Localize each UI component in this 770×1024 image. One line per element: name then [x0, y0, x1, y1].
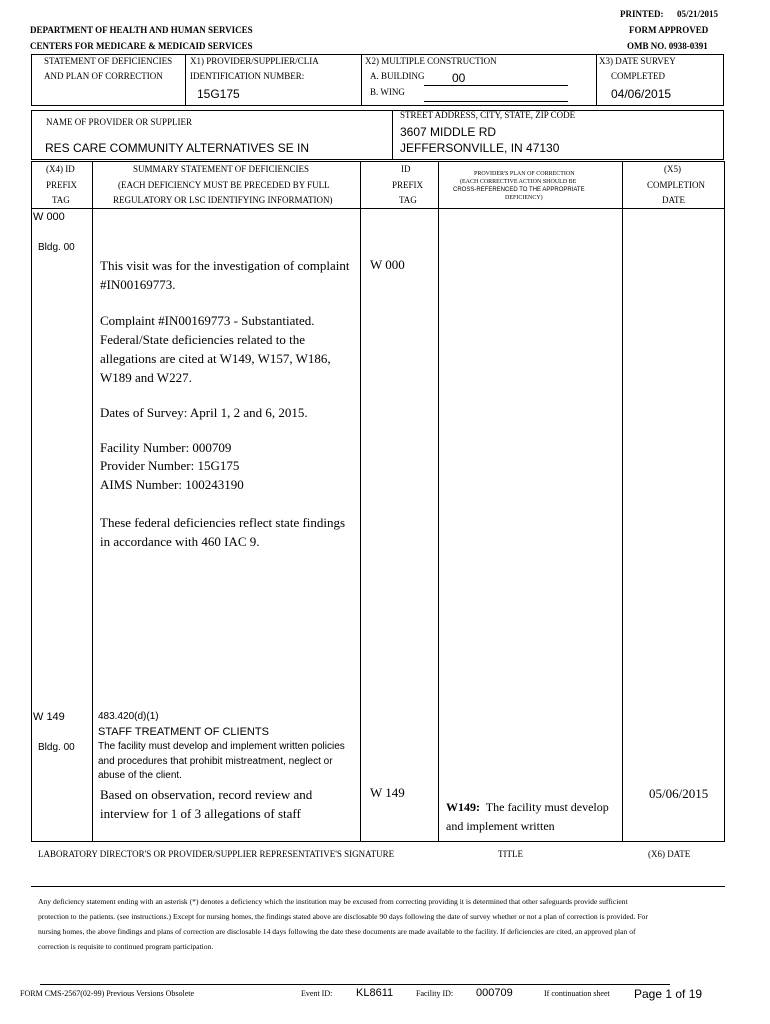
event-id-label: Event ID: [301, 989, 333, 998]
table-header-divider [31, 208, 725, 209]
w149-title: STAFF TREATMENT OF CLIENTS [98, 726, 269, 738]
building-underline [424, 85, 568, 86]
id-tag-w000: W 000 [370, 257, 405, 272]
wing-underline [424, 101, 568, 102]
centers-name: CENTERS FOR MEDICARE & MEDICAID SERVICES [30, 41, 253, 51]
id-tag-w149: W 149 [370, 785, 405, 800]
form-number: FORM CMS-2567(02-99) Previous Versions Obsolete [20, 989, 195, 998]
bldg-w149: Bldg. 00 [38, 742, 75, 753]
id-header: ID [401, 164, 411, 174]
x1-label: X1) PROVIDER/SUPPLIER/CLIA [190, 56, 319, 66]
x4-header: (X4) ID [46, 164, 75, 174]
id-prefix: PREFIX [392, 180, 424, 190]
w149-regulation: 483.420(d)(1) [98, 711, 159, 722]
w000-federal-note: These federal deficiencies reflect state findings in accordance with 460 IAC 9. [100, 515, 346, 549]
w000-facility-number: Facility Number: 000709 [100, 440, 232, 455]
provider-name-label: NAME OF PROVIDER OR SUPPLIER [46, 117, 193, 127]
summary-header: SUMMARY STATEMENT OF DEFICIENCIES [133, 164, 310, 174]
w149-plan-tag: W149: [446, 800, 480, 814]
plan-sub2: CROSS-REFERENCED TO THE APPROPRIATE [453, 187, 585, 193]
continuation-label: If continuation sheet [544, 989, 610, 998]
x2-label: X2) MULTIPLE CONSTRUCTION [365, 56, 497, 66]
tag-w000: W 000 [33, 211, 65, 223]
w149-findings: Based on observation, record review and interview for 1 of 3 allegations of staff [100, 787, 313, 821]
address-label: STREET ADDRESS, CITY, STATE, ZIP CODE [400, 110, 576, 120]
w000-provider-number: Provider Number: 15G175 [100, 458, 240, 473]
summary-sub2: REGULATORY OR LSC IDENTIFYING INFORMATION) [113, 195, 333, 205]
w000-aims-number: AIMS Number: 100243190 [100, 477, 244, 492]
w149-regulation-text: The facility must develop and implement written policies and procedures that prohibit mistreatment, neglect or abuse of the client. [98, 741, 345, 781]
w149-plan-text: The facility must develop and implement written [446, 800, 609, 833]
facility-id-value: 000709 [476, 987, 513, 999]
plan-sub3: DEFICIENCY) [505, 195, 543, 201]
omb-number: OMB NO. 0938-0391 [627, 41, 708, 51]
disclosure-footnote: Any deficiency statement ending with an asterisk (*) denotes a deficiency which the institution may be excused from correcting providing it is determined that other safeguards provide sufficient protection to the patients. (see instructions.) Except for nursing homes, the findings stated above are disclosable 90 days following the date of survey whether or not a plan of correction is provided. For nursing homes, the above findings and plans of correction are disclosable 14 days following the date these documents are made available to the facility. If deficiencies are cited, an approved plan of correction is requisite to continued program participation. [38, 897, 648, 951]
building-value: 00 [452, 71, 466, 85]
signature-divider [31, 886, 725, 887]
address-line2: JEFFERSONVILLE, IN 47130 [400, 141, 560, 155]
col-divider-id [438, 161, 439, 842]
event-id-value: KL8611 [356, 987, 394, 999]
title-label: TITLE [498, 849, 523, 859]
x1-sublabel: IDENTIFICATION NUMBER: [190, 71, 305, 81]
statement-label: STATEMENT OF DEFICIENCIES [44, 56, 173, 66]
printed-label: PRINTED: [620, 9, 664, 19]
summary-sub1: (EACH DEFICIENCY MUST BE PRECEDED BY FULL [118, 180, 330, 190]
form-approved: FORM APPROVED [629, 25, 709, 35]
director-signature-label: LABORATORY DIRECTOR'S OR PROVIDER/SUPPLIER REPRESENTATIVE'S SIGNATURE [38, 849, 395, 859]
x4-prefix: PREFIX [46, 180, 78, 190]
col-divider-plan [622, 161, 623, 842]
col-divider-x4 [92, 161, 93, 842]
plan-sub1: (EACH CORRECTIVE ACTION SHOULD BE [460, 179, 577, 185]
date-survey-value: 04/06/2015 [611, 87, 672, 101]
footer-divider [40, 984, 670, 985]
printed-date: 05/21/2015 [677, 9, 719, 19]
plan-label: AND PLAN OF CORRECTION [44, 71, 163, 81]
x5-completion: COMPLETION [647, 180, 705, 190]
wing-label: B. WING [370, 87, 405, 97]
bldg-w000: Bldg. 00 [38, 242, 75, 253]
x4-tag: TAG [52, 195, 70, 205]
x6-date-label: (X6) DATE [648, 849, 691, 859]
department-name: DEPARTMENT OF HEALTH AND HUMAN SERVICES [30, 25, 253, 35]
facility-id-label: Facility ID: [416, 989, 454, 998]
x3-sublabel: COMPLETED [611, 71, 665, 81]
x5-date: DATE [662, 195, 685, 205]
x5-header: (X5) [664, 164, 681, 174]
building-label: A. BUILDING [370, 71, 425, 81]
provider-name: RES CARE COMMUNITY ALTERNATIVES SE IN [45, 141, 310, 155]
w000-complaint: Complaint #IN00169773 - Substantiated. Federal/State deficiencies related to the allegations are cited at W149, W157, W186, W189 and W227. [100, 313, 331, 385]
page-number: Page 1 of 19 [634, 987, 703, 1001]
col-divider-summary [360, 161, 361, 842]
x3-label: X3) DATE SURVEY [599, 56, 676, 66]
plan-header: PROVIDER'S PLAN OF CORRECTION [474, 171, 575, 177]
w000-dates: Dates of Survey: April 1, 2 and 6, 2015. [100, 405, 308, 420]
provider-id-value: 15G175 [197, 87, 240, 101]
w149-completion-date: 05/06/2015 [649, 786, 709, 801]
w000-intro: This visit was for the investigation of complaint #IN00169773. [100, 258, 350, 292]
tag-w149: W 149 [33, 711, 65, 723]
address-line1: 3607 MIDDLE RD [400, 125, 497, 139]
w149-plan [446, 798, 611, 836]
id-tag: TAG [399, 195, 417, 205]
